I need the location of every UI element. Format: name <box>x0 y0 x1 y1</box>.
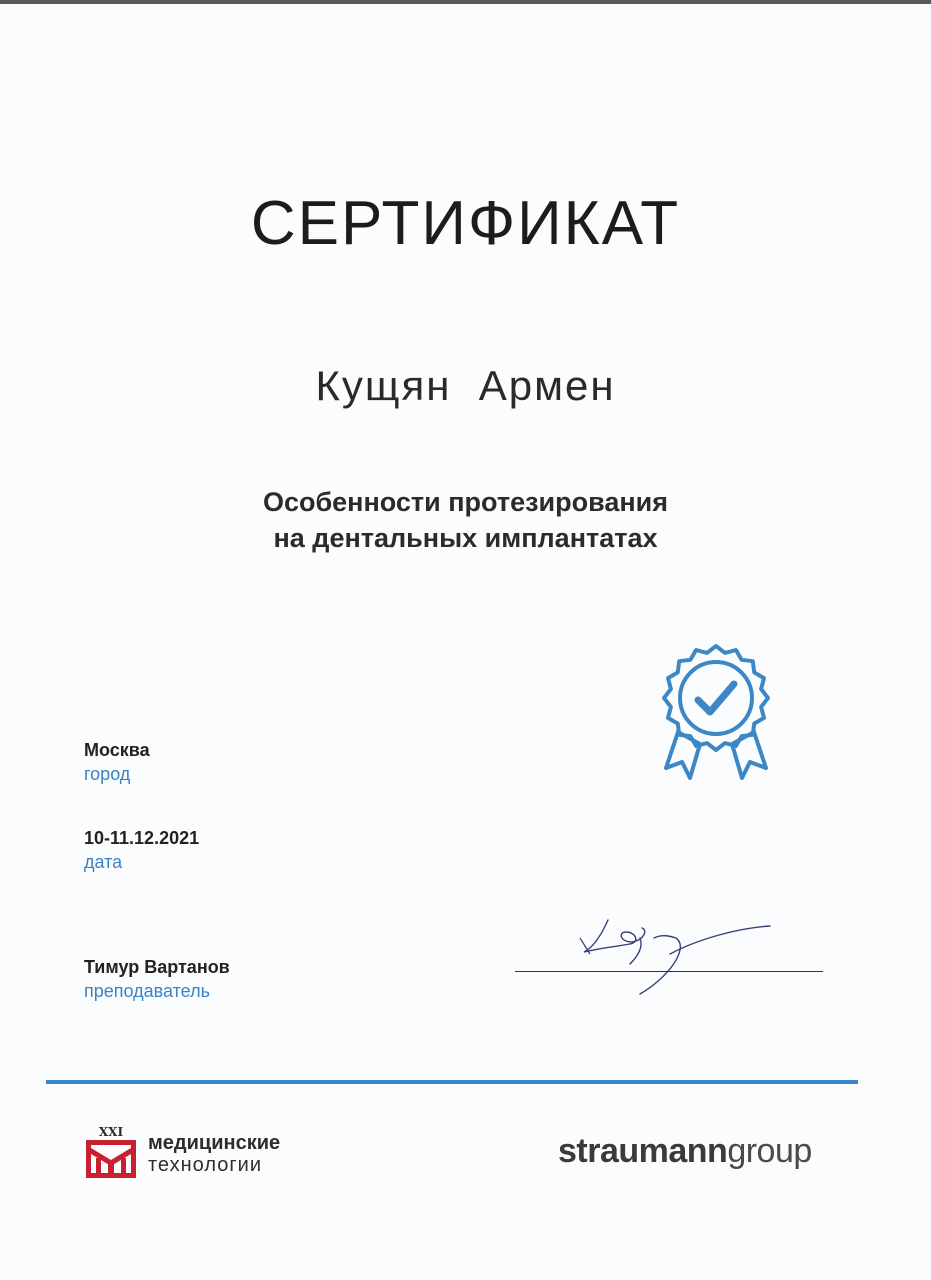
logo-straumann: straumann <box>558 1132 728 1170</box>
signature-line <box>515 971 823 972</box>
emblem-text: XXI <box>98 1125 124 1139</box>
top-edge <box>0 0 931 4</box>
date-label: дата <box>84 852 123 872</box>
logo-text <box>148 1132 280 1176</box>
teacher-value: Тимур Вартанов <box>84 957 230 977</box>
date-field <box>84 826 199 874</box>
logo-line1: медицинские <box>148 1132 281 1154</box>
course-title-line2: на дентальных имплантатах <box>273 523 658 553</box>
footer-divider <box>46 1080 858 1084</box>
xxi-emblem-icon <box>82 1124 140 1182</box>
date-value: 10-11.12.2021 <box>84 828 200 848</box>
handwritten-signature <box>570 908 780 998</box>
logo-line2: технологии <box>148 1154 263 1176</box>
city-field <box>84 738 150 786</box>
course-title <box>0 484 931 556</box>
course-title-line1: Особенности протезирования <box>262 487 669 517</box>
city-label: город <box>84 764 131 784</box>
teacher-field <box>84 955 230 1003</box>
straumann-group-logo <box>558 1132 812 1171</box>
teacher-label: преподаватель <box>84 981 210 1001</box>
logo-group: group <box>727 1132 812 1170</box>
recipient-name: Кущян Армен <box>315 362 616 409</box>
rosette-check-icon <box>656 640 776 790</box>
city-value: Москва <box>84 740 150 760</box>
certificate-title: СЕРТИФИКАТ <box>250 189 681 258</box>
